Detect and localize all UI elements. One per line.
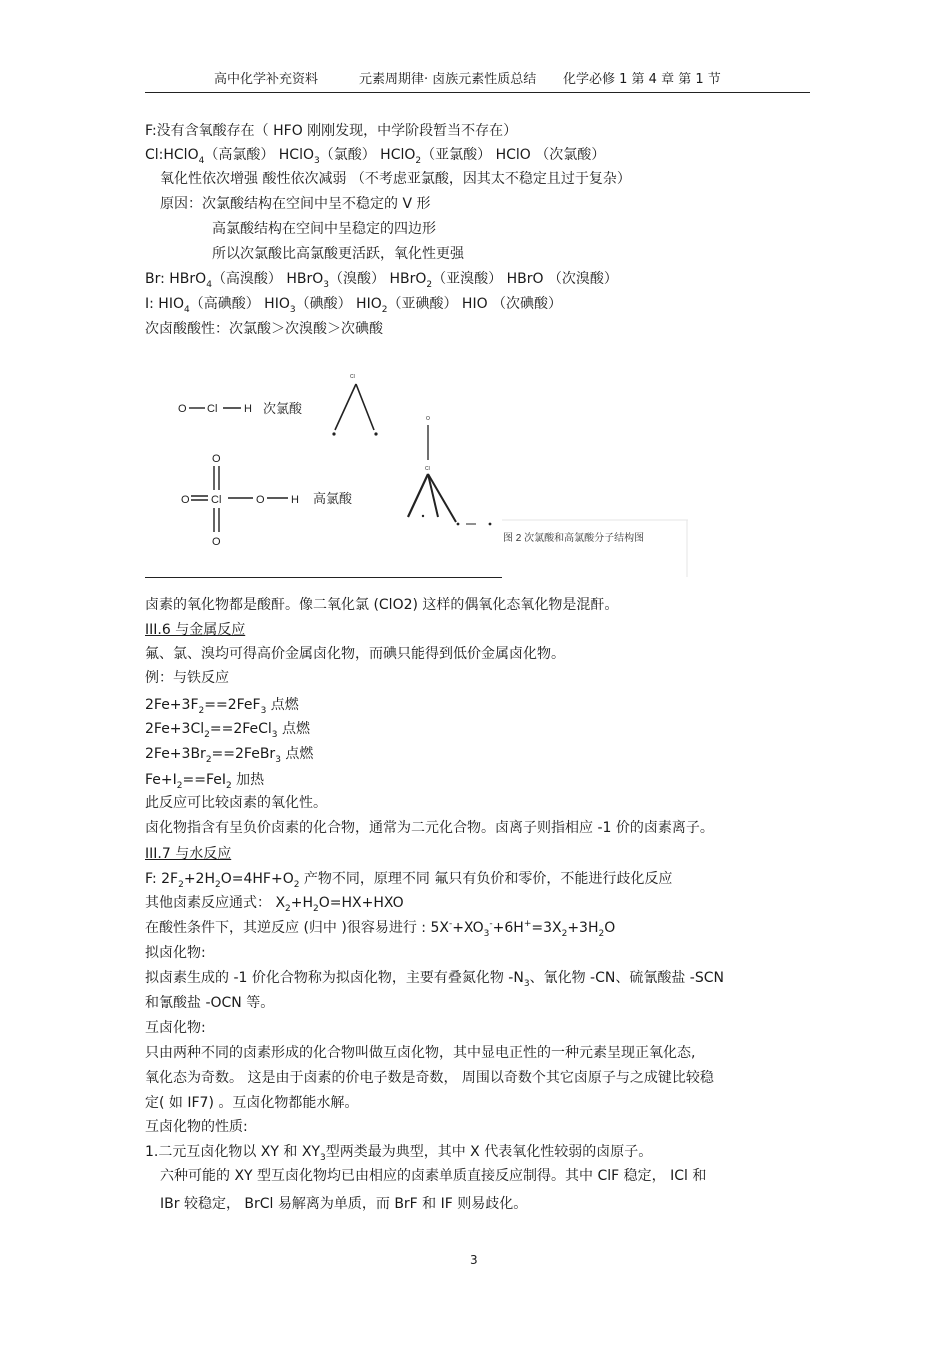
hclo4-o-top: O [212, 453, 221, 465]
v-shape-atom-right [374, 432, 377, 435]
eq3-sub-2: 3 [275, 755, 281, 765]
v-shape-atom-left [332, 432, 335, 435]
br-prefix: Br: HBrO [145, 271, 207, 287]
i-prefix: I: HIO [145, 296, 184, 312]
i-sub-2: 3 [289, 305, 296, 315]
br-sub-2: 3 [323, 280, 330, 290]
tetra-bond-right [428, 474, 456, 522]
v-shape-cl-label: Cl [350, 374, 355, 380]
equation-fe-br2 [145, 745, 313, 765]
cl-sub-2: 3 [314, 156, 320, 166]
page-header [145, 68, 810, 93]
hclo4-o-left: O [181, 494, 190, 506]
eq2-part-a: 2Fe+3Cl [145, 721, 205, 737]
br-text-1: （高溴酸） HBrO [211, 271, 324, 287]
reverse-sub-2: 2 [561, 929, 568, 939]
cl-sub-1: 4 [198, 156, 205, 166]
eq1-condition: 点燃 [266, 697, 299, 713]
prop1-b: 型两类最为典型，其中 X 代表氧化性较弱的卤原子。 [325, 1144, 653, 1160]
section-water-title: III.7 与水反应 [145, 846, 232, 862]
eq2-condition: 点燃 [277, 721, 310, 737]
pseudo-line1-b: 、氰化物 -CN、硫氰酸盐 -SCN [529, 970, 724, 986]
hclo4-cl: Cl [211, 494, 222, 506]
pseudo-title: 拟卤化物: [145, 945, 206, 961]
interhalogen-prop-2: 六种可能的 XY 型互卤化物均已由相应的卤素单质直接反应制得。其中 ClF 稳定， ICl 和 [160, 1168, 707, 1184]
br-text-3: （亚溴酸） HBrO （次溴酸） [432, 271, 618, 287]
br-text-2: （溴酸） HBrO [329, 271, 427, 287]
interhalogen-line-3: 定( 如 IF7) 。互卤化物都能水解。 [145, 1095, 359, 1111]
figure-caption: 图 2 次氯酸和高氯酸分子结构图 [503, 533, 645, 544]
i-text-2: （碘酸） HIO [295, 296, 382, 312]
eq3-sub-1: 2 [205, 755, 212, 765]
header-left: 高中化学补充资料 [214, 72, 319, 87]
hclo4-label: 高氯酸 [313, 491, 353, 506]
acidity-order-line: 次卤酸酸性：次氯酸＞次溴酸＞次碘酸 [145, 321, 383, 337]
pseudo-line-2: 和氰酸盐 -OCN 等。 [145, 995, 275, 1011]
hclo4-h: H [291, 494, 299, 506]
cl-text-2: （氯酸） HClO [319, 147, 416, 163]
water-f-sub-3: 2 [293, 880, 300, 890]
reverse-sub-1: 3 [483, 929, 490, 939]
br-sub-1: 4 [206, 280, 212, 290]
hclo-cl-atom: Cl [207, 403, 218, 415]
general-sub-1: 2 [285, 904, 291, 914]
cl-acid-line [145, 146, 605, 166]
page-number: 3 [470, 1253, 478, 1267]
water-f-sub-1: 2 [178, 880, 184, 890]
hclo-o-atom: O [178, 403, 187, 415]
interhalogen-title: 互卤化物: [145, 1020, 206, 1036]
eq4-sub-2: 2 [226, 781, 232, 791]
eq1-sub-1: 2 [198, 706, 205, 716]
tetra-atom-mid [422, 515, 424, 517]
interhalogen-line-2: 氧化态为奇数。 这是由于卤素的价电子数是奇数， 周围以奇数个其它卤原子与之成键比较稳 [145, 1070, 714, 1086]
general-c: O=HX+HXO [318, 895, 404, 911]
prop1-sub: 3 [320, 1153, 326, 1163]
i-acid-line [145, 295, 562, 315]
reverse-sup-3: + [523, 919, 532, 929]
molecular-structure-figure [145, 352, 690, 580]
eq2-sub-1: 2 [204, 730, 210, 740]
equation-fe-i2 [145, 771, 264, 791]
halide-definition: 卤化物指含有呈负价卤素的化合物，通常为二元化合物。卤离子则指相应 -1 价的卤素离子。 [145, 820, 714, 836]
eq4-condition: 加热 [231, 772, 265, 788]
general-a: 其他卤素反应通式： X [145, 895, 286, 911]
reverse-b: +XO [452, 920, 484, 936]
i-sub-3: 2 [381, 305, 388, 315]
interhalogen-prop-1 [145, 1143, 652, 1163]
eq2-part-b: ==2FeCl [209, 721, 272, 737]
equation-fe-cl2 [145, 720, 310, 740]
reverse-f: O [604, 920, 616, 936]
eq3-part-b: ==2FeBr [211, 746, 276, 762]
hclo-h-atom: H [244, 403, 252, 415]
interhalogen-prop-3: IBr 较稳定， BrCl 易解离为单质，而 BrF 和 IF 则易歧化。 [160, 1196, 528, 1212]
prop1-a: 1.二元互卤化物以 XY 和 XY [145, 1144, 320, 1160]
v-shape-bond-right [356, 384, 374, 430]
pseudo-line-1 [145, 969, 724, 989]
cl-trend-line: 氧化性依次增强 酸性依次减弱 （不考虑亚氯酸，因其太不稳定且过于复杂） [160, 171, 631, 187]
water-f-sub-2: 2 [215, 880, 221, 890]
cl-text-1: （高氯酸） HClO [204, 147, 314, 163]
eq4-part-a: Fe+I [145, 772, 177, 788]
tetra-o-label: O [426, 416, 430, 422]
br-sub-3: 2 [426, 280, 433, 290]
i-text-3: （亚碘酸） HIO （次碘酸） [387, 296, 563, 312]
figure-bottom-rule [145, 577, 502, 578]
eq1-part-a: 2Fe+3F [145, 697, 199, 713]
oxides-line: 卤素的氧化物都是酸酐。像二氧化氯 (ClO2) 这样的偶氧化态氧化物是混酐。 [145, 597, 619, 613]
f-acid-line: F:没有含氧酸存在（ HFO 刚刚发现，中学阶段暂当不存在） [145, 123, 518, 139]
eq4-part-b: ==FeI [182, 772, 226, 788]
tetra-cl-label: Cl [425, 466, 430, 472]
pseudo-line1-sub: 3 [523, 979, 530, 989]
header-middle: 元素周期律· 卤族元素性质总结 [359, 72, 537, 87]
reverse-sup-2: - [489, 919, 493, 929]
interhalogen-line-1: 只由两种不同的卤素形成的化合物叫做互卤化物，其中显电正性的一种元素呈现正氧化态, [145, 1045, 696, 1061]
hclo4-o-bottom: O [212, 536, 221, 548]
tetra-bond-mid [428, 474, 438, 517]
water-f-b: +2H [183, 871, 215, 887]
cl-sub-3: 2 [415, 156, 422, 166]
v-shape-bond-left [335, 384, 356, 430]
br-acid-line [145, 270, 618, 290]
section-metal-title: III.6 与金属反应 [145, 622, 246, 638]
reverse-d: =3X [531, 920, 562, 936]
hclo4-o-right: O [256, 494, 265, 506]
eq3-part-a: 2Fe+3Br [145, 746, 206, 762]
interhalogen-props-title: 互卤化物的性质: [145, 1119, 248, 1135]
reason-line-1: 原因：次氯酸结构在空间中呈不稳定的 V 形 [160, 196, 431, 212]
water-f-a: F: 2F [145, 871, 179, 887]
eq4-sub-1: 2 [176, 781, 183, 791]
metal-intro: 氟、氯、溴均可得高价金属卤化物，而碘只能得到低价金属卤化物。 [145, 646, 565, 662]
reverse-sup-1: - [448, 919, 453, 929]
reverse-sub-3: 2 [598, 929, 605, 939]
water-general-line [145, 894, 404, 914]
pseudo-line1-a: 拟卤素生成的 -1 价化合物称为拟卤化物，主要有叠氮化物 -N [145, 970, 524, 986]
reverse-a: 在酸性条件下，其逆反应 (归中 )很容易进行 : 5X [145, 920, 449, 936]
water-f-line [145, 870, 672, 890]
general-b: +H [290, 895, 314, 911]
metal-note: 此反应可比较卤素的氧化性。 [145, 795, 327, 811]
i-sub-1: 4 [183, 305, 190, 315]
cl-text-3: （亚氯酸） HClO （次氯酸） [421, 147, 606, 163]
water-f-d: 产物不同，原理不同 氟只有负价和零价，不能进行歧化反应 [299, 871, 673, 887]
water-f-c: O=4HF+O [220, 871, 294, 887]
reverse-e: +3H [567, 920, 599, 936]
header-right: 化学必修 1 第 4 章 第 1 节 [563, 72, 721, 87]
equation-fe-f2 [145, 696, 299, 716]
hclo-label: 次氯酸 [263, 401, 303, 416]
reverse-c: +6H [492, 920, 524, 936]
i-text-1: （高碘酸） HIO [189, 296, 290, 312]
reason-line-3: 所以次氯酸比高氯酸更活跃，氧化性更强 [212, 246, 464, 262]
eq1-sub-2: 3 [260, 706, 267, 716]
tetra-bond-left [408, 474, 428, 517]
eq1-part-b: ==2FeF [204, 697, 261, 713]
eq2-sub-2: 3 [271, 730, 278, 740]
tetra-atom-h [489, 523, 492, 526]
eq3-condition: 点燃 [280, 746, 314, 762]
general-sub-2: 2 [313, 904, 319, 914]
cl-prefix: Cl:HClO [145, 147, 199, 163]
reason-line-2: 高氯酸结构在空间中呈稳定的四边形 [212, 221, 436, 237]
metal-example: 例：与铁反应 [145, 670, 229, 686]
water-reverse-line [145, 919, 615, 939]
tetra-atom-right [457, 523, 460, 526]
